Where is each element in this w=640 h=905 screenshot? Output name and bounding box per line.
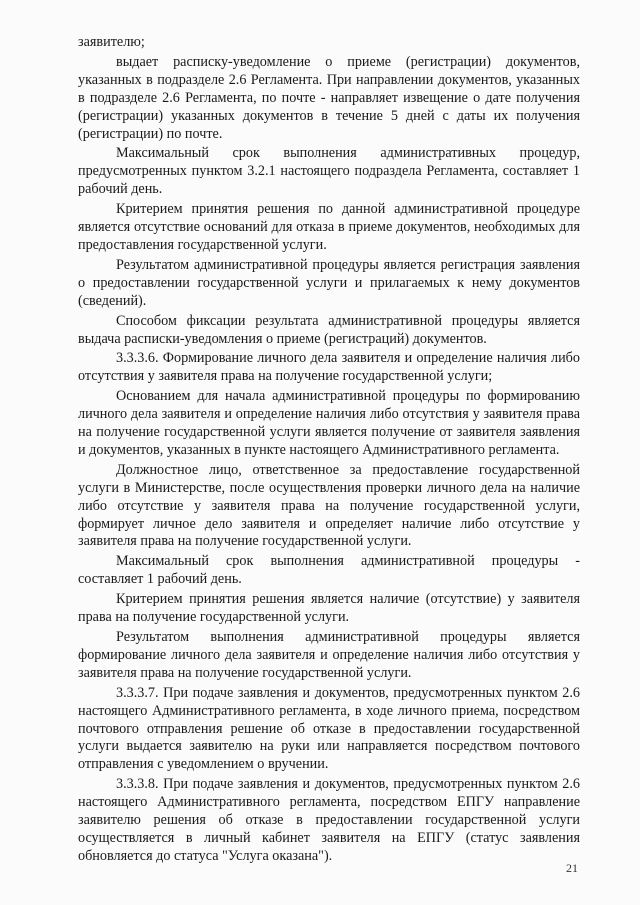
paragraph-criterion-2: Критерием принятия решения является наличие (отсутствие) у заявителя права на получение государственной услуги. <box>78 591 580 626</box>
paragraph-section-3-3-3-7: 3.3.3.7. При подаче заявления и документов, предусмотренных пунктом 2.6 настоящего Административного регламента, в ходе личного приема, посредством почтового отправления решение об отказе в предоставлении государственной услуги выдается заявителю на руки или направляется посредством почтового отправления с уведомлением о вручении. <box>78 684 580 773</box>
paragraph-fixation-method: Способом фиксации результата административной процедуры является выдача расписки-уведомления о приеме (регистраций) документов. <box>78 312 580 347</box>
paragraph-section-3-3-3-6: 3.3.3.6. Формирование личного дела заявителя и определение наличия либо отсутствия у заявителя права на получение государственной услуги; <box>78 350 580 385</box>
paragraph-procedure-result: Результатом административной процедуры является регистрация заявления о предоставлении государственной услуги и прилагаемых к нему документов (сведений). <box>78 256 580 309</box>
paragraph-section-3-3-3-8: 3.3.3.8. При подаче заявления и документов, предусмотренных пунктом 2.6 настоящего Административного регламента, посредством ЕПГУ направление заявителю решения об отказе в предоставлении государственной услуги осуществляется в личный кабинет заявителя на ЕПГУ (статус заявления обновляется до статуса "Услуга оказана"). <box>78 776 580 864</box>
paragraph-official: Должностное лицо, ответственное за предоставление государственной услуги в Министерстве, после осуществления проверки личного дела на наличие либо отсутствие у заявителя права на получение государственной услуги, формирует личное дело заявителя и определяет наличие либо отсутствие у заявителя права на получение государственной услуги. <box>78 461 580 550</box>
paragraph-receipt-notice: выдает расписку-уведомление о приеме (регистрации) документов, указанных в подразделе 2.6 Регламента. При направлении документов, указанных в подразделе 2.6 Регламента, по почте - направляет извещение о дате получения (регистрации) указанных документов в течение 5 дней с даты их получения (регистрации) по почте. <box>78 53 580 142</box>
paragraph-max-term: Максимальный срок выполнения административных процедур, предусмотренных пунктом 3.2.1 настоящего подраздела Регламента, составляет 1 рабочий день. <box>78 145 580 198</box>
paragraph-continuation: заявителю; <box>78 34 145 50</box>
page-number: 21 <box>566 861 578 875</box>
paragraph-result-2: Результатом выполнения административной процедуры является формирование личного дела заявителя и определение наличия либо отсутствия у заявителя права на получение государственной услуги. <box>78 629 580 681</box>
paragraph-decision-criterion: Критерием принятия решения по данной административной процедуре является отсутствие оснований для отказа в приеме документов, необходимых для предоставления государственной услуги. <box>78 201 580 253</box>
paragraph-max-term-2: Максимальный срок выполнения административной процедуры - составляет 1 рабочий день. <box>78 553 580 588</box>
document-body <box>78 34 580 868</box>
paragraph-basis: Основанием для начала административной процедуры по формированию личного дела заявителя и определение наличия либо отсутствия у заявителя права на получение государственной услуги является получение от заявителя заявления и документов, указанных в пункте настоящего Административного регламента. <box>78 388 580 458</box>
